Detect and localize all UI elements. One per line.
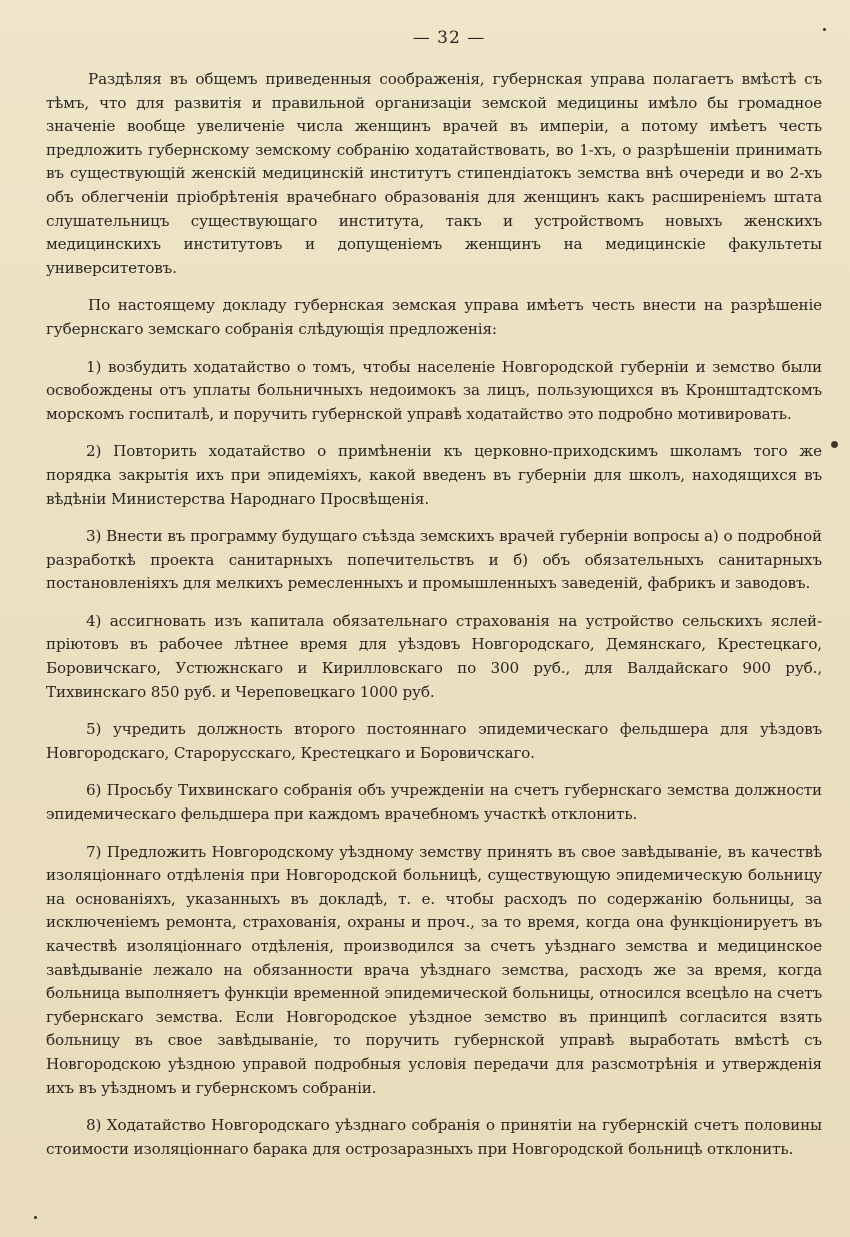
proposal-item-5: 5) учредить должность второго постояннаго эпидемическаго фельдшера для уѣздовъ Новгородскаго, Старорусскаго, Крестецкаго и Боровичскаго.: [46, 720, 822, 762]
page-number: — 32 —: [412, 28, 486, 48]
proposal-item-2: 2) Повторить ходатайство о примѣненіи къ церковно-приходскимъ школамъ того же порядка закрытія ихъ при эпидеміяхъ, какой введенъ въ губерніи для школъ, находящихся въ вѣдѣніи Министерства Народнаго Просвѣщенія.: [46, 442, 822, 508]
proposal-item-8: 8) Ходатайство Новгородскаго уѣзднаго собранія о принятіи на губернскій счетъ половины стоимости изоляціоннаго барака для острозаразныхъ при Новгородской больницѣ отклонить.: [46, 1116, 822, 1158]
ink-speck: [823, 28, 826, 31]
proposal-item-1: 1) возбудить ходатайство о томъ, чтобы населеніе Новгородской губерніи и земство были освобождены отъ уплаты больничныхъ недоимокъ за лицъ, пользующихся въ Кронштадтскомъ морскомъ госпиталѣ, и поручить губернской управѣ ходатайство это подробно мотивировать.: [46, 357, 822, 423]
proposal-item-4: 4) ассигновать изъ капитала обязательнаго страхованія на устройство сельскихъ яслей-пріютовъ въ рабочее лѣтнее время для уѣздовъ Новгородскаго, Демянскаго, Крестецкаго, Боровичскаго, Устюжнскаго и Кирилловскаго по 300 руб., для Валдайскаго 900 руб., Тихвинскаго 850 руб. и Череповецкаго 1000 руб.: [46, 611, 822, 701]
proposal-item-7: 7) Предложить Новгородскому уѣздному земству принять въ свое завѣдываніе, въ качествѣ изоляціоннаго отдѣленія при Новгородской больницѣ, существующую эпидемическую больницу на основаніяхъ, указанныхъ въ докладѣ, т. е. чтобы расходъ по содержанію больницы, за исключеніемъ ремонта, страхованія, охраны и проч., за то время, когда она функціонируетъ въ качествѣ изоляціоннаго отдѣленія, производился за счетъ уѣзднаго земства и медицинское завѣдываніе лежало на обязанности врача уѣзднаго земства, расходъ же за время, когда больница выполняетъ функціи временной эпидемической больницы, относился всецѣло на счетъ губернскаго земства. Если Новгородское уѣздное земство въ принципѣ согласится взять больницу въ свое завѣдываніе, то поручить губернской управѣ выработать вмѣстѣ съ Новгородскою уѣздною управой подробныя условія передачи для разсмотрѣнія и утвержденія ихъ въ уѣздномъ и губернскомъ собраніи.: [46, 842, 822, 1097]
proposal-item-3: 3) Внести въ программу будущаго съѣзда земскихъ врачей губерніи вопросы а) о подробной разработкѣ проекта санитарныхъ попечительствъ и б) объ обязательныхъ санитарныхъ постановленіяхъ для мелкихъ ремесленныхъ и промышленныхъ заведеній, фабрикъ и заводовъ.: [46, 527, 822, 593]
ink-speck: [34, 1216, 37, 1219]
paragraph-intro: Раздѣляя въ общемъ приведенныя соображенія, губернская управа полагаетъ вмѣстѣ съ тѣмъ, что для развитія и правильной организаціи земской медицины имѣло бы громадное значеніе вообще увеличеніе числа женщинъ врачей въ имперіи, а потому имѣетъ честь предложить губернскому земскому собранію ходатайствовать, во 1-хъ, о разрѣшеніи принимать въ существующій женскій медицинскій институтъ стипендіатокъ земства внѣ очереди и во 2-хъ объ облегченіи пріобрѣтенія врачебнаго образованія для женщинъ какъ расширеніемъ штата слушательницъ существующаго института, такъ и устройствомъ новыхъ женскихъ медицинскихъ институтовъ и допущеніемъ женщинъ на медицинскіе факультеты университетовъ.: [46, 70, 822, 277]
proposal-item-6: 6) Просьбу Тихвинскаго собранія объ учрежденіи на счетъ губернскаго земства должности эпидемическаго фельдшера при каждомъ врачебномъ участкѣ отклонить.: [46, 781, 822, 824]
ink-speck: [831, 441, 838, 448]
paragraph-proposals-heading: По настоящему докладу губернская земская управа имѣетъ честь внести на разрѣшеніе губернскаго земскаго собранія слѣдующія предложенія:: [46, 296, 822, 338]
